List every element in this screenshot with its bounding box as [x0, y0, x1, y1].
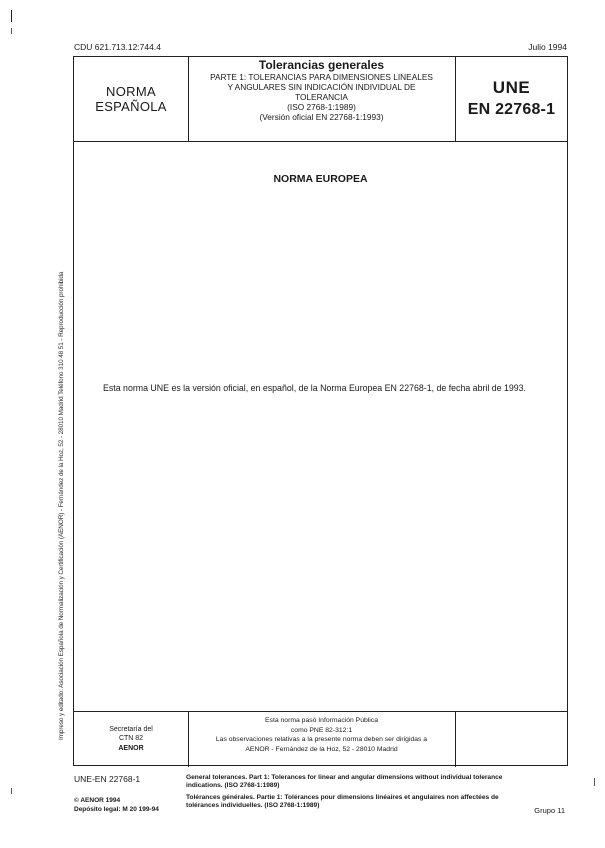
- footer-copyright: © AENOR 1994: [74, 797, 121, 804]
- norma-line: NORMA: [106, 84, 156, 99]
- subtitle-line: TOLERANCIA: [295, 92, 348, 102]
- une-label: UNE: [492, 78, 531, 97]
- info-line: como PNE 82-312:1: [290, 726, 353, 734]
- official-version: (Versión oficial EN 22768-1:1993): [259, 112, 384, 122]
- committee-line: CTN 82: [118, 735, 144, 743]
- standard-title-block: [188, 59, 455, 122]
- norma-espanola-label: [74, 57, 188, 141]
- une-code-block: [455, 57, 568, 141]
- footer-french-title: Tolérances générales. Partie 1: Tolérances pour dimensions linéaires et angulaires non affectées de tolérances individuelles. (ISO 2768-1:1989): [186, 794, 499, 809]
- publication-date: Julio 1994: [528, 42, 567, 52]
- public-information-note: [188, 716, 455, 754]
- info-line: Esta norma pasó Información Pública: [265, 717, 378, 724]
- header-divider: [74, 141, 567, 142]
- info-line: AENOR - Fernández de la Hoz, 52 - 28010 Madrid: [245, 745, 398, 753]
- standard-code: EN 22768-1: [467, 101, 556, 118]
- publisher-vertical-imprint: Impreso y editado: Asociación Española de Normalización y Certificación (AENOR) - Fernández de la Hoz, 52 - 28010 Madrid Teléfono 310 48 51 - Reproducción prohibida: [58, 271, 65, 740]
- subtitle-line: PARTE 1: TOLERANCIAS PARA DIMENSIONES LINEALES: [210, 72, 433, 82]
- margin-tick-mark: [11, 10, 12, 22]
- info-line: Las observaciones relativas a la presente norma deben ser dirigidas a: [215, 736, 428, 743]
- margin-tick-mark: [11, 28, 12, 34]
- standard-title: Tolerancias generales: [258, 58, 385, 72]
- margin-tick-mark: [594, 778, 595, 786]
- bottom-column-divider: [455, 711, 456, 767]
- standard-cover-frame: [73, 56, 568, 766]
- secretariat-line: Secretaría del: [109, 725, 153, 733]
- subtitle-line: Y ANGULARES SIN INDICACIÓN INDIVIDUAL DE: [227, 82, 416, 92]
- espanola-line: ESPAÑOLA: [95, 99, 167, 114]
- margin-tick-mark: [11, 788, 12, 794]
- norma-europea-heading: NORMA EUROPEA: [273, 173, 368, 185]
- footer-standard-reference: UNE-EN 22768-1: [74, 774, 141, 784]
- footer-price-group: Grupo 11: [534, 806, 565, 815]
- secretariat-block: [74, 711, 188, 767]
- cdu-classification: CDU 621.713.12:744.4: [74, 42, 161, 52]
- footer-legal-deposit: Depósito legal: M 20 199-94: [74, 806, 159, 813]
- iso-reference: (ISO 2768-1:1989): [287, 102, 356, 112]
- aenor-line: AENOR: [118, 744, 144, 752]
- footer-english-title: General tolerances. Part 1: Tolerances for linear and angular dimensions without individual tolerance indications. (ISO 2768-1:1989): [186, 774, 503, 789]
- official-version-statement: Esta norma UNE es la versión oficial, en español, de la Norma Europea EN 22768-1, de fecha abril de 1993.: [103, 383, 526, 393]
